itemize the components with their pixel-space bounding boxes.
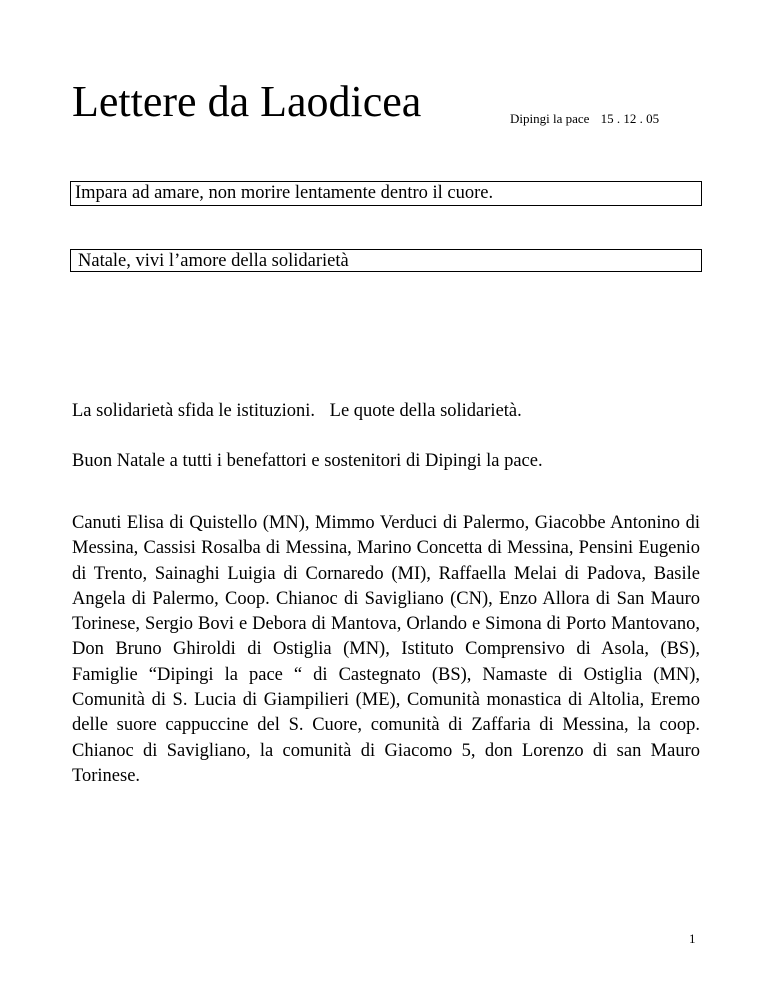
header-meta (510, 111, 659, 127)
solidarity-statement: La solidarietà sfida le istituzioni. (72, 401, 316, 421)
christmas-greeting: Buon Natale a tutti i benefattori e sostenitori di Dipingi la pace. (72, 451, 543, 471)
boxed-headline-2: Natale, vivi l’amore della solidarietà (70, 249, 702, 272)
intro-line (72, 400, 522, 422)
boxed-headline-1: Impara ad amare, non morire lentamente dentro il cuore. (70, 181, 702, 206)
quotes-heading: Le quote della solidarietà. (329, 401, 522, 421)
issue-date: 15 . 12 . 05 (600, 111, 660, 126)
page-title: Lettere da Laodicea (72, 77, 422, 126)
publication-name: Dipingi la pace (510, 111, 590, 126)
donor-list-paragraph: Canuti Elisa di Quistello (MN), Mimmo Verduci di Palermo, Giacobbe Antonino di Messina, Cassisi Rosalba di Messina, Marino Concetta di Messina, Pensini Eugenio di Trento, Sainaghi Luigia di Cornaredo (MI), Raffaella Melai di Padova, Basile Angela di Palermo, Coop. Chianoc di Savigliano (CN), Enzo Allora di San Mauro Torinese, Sergio Bovi e Debora di Mantova, Orlando e Simona di Porto Mantovano, Don Bruno Ghiroldi di Ostiglia (MN), Istituto Comprensivo di Asola, (BS), Famiglie “Dipingi la pace “ di Castegnato (BS), Namaste di Ostiglia (MN), Comunità di S. Lucia di Giampilieri (ME), Comunità monastica di Altolia, Eremo delle suore cappuccine del S. Cuore, comunità di Zaffaria di Messina, la coop. Chianoc di Savigliano, la comunità di Giacomo 5, don Lorenzo di san Mauro Torinese. (72, 513, 700, 786)
page-number: 1 (689, 931, 696, 946)
